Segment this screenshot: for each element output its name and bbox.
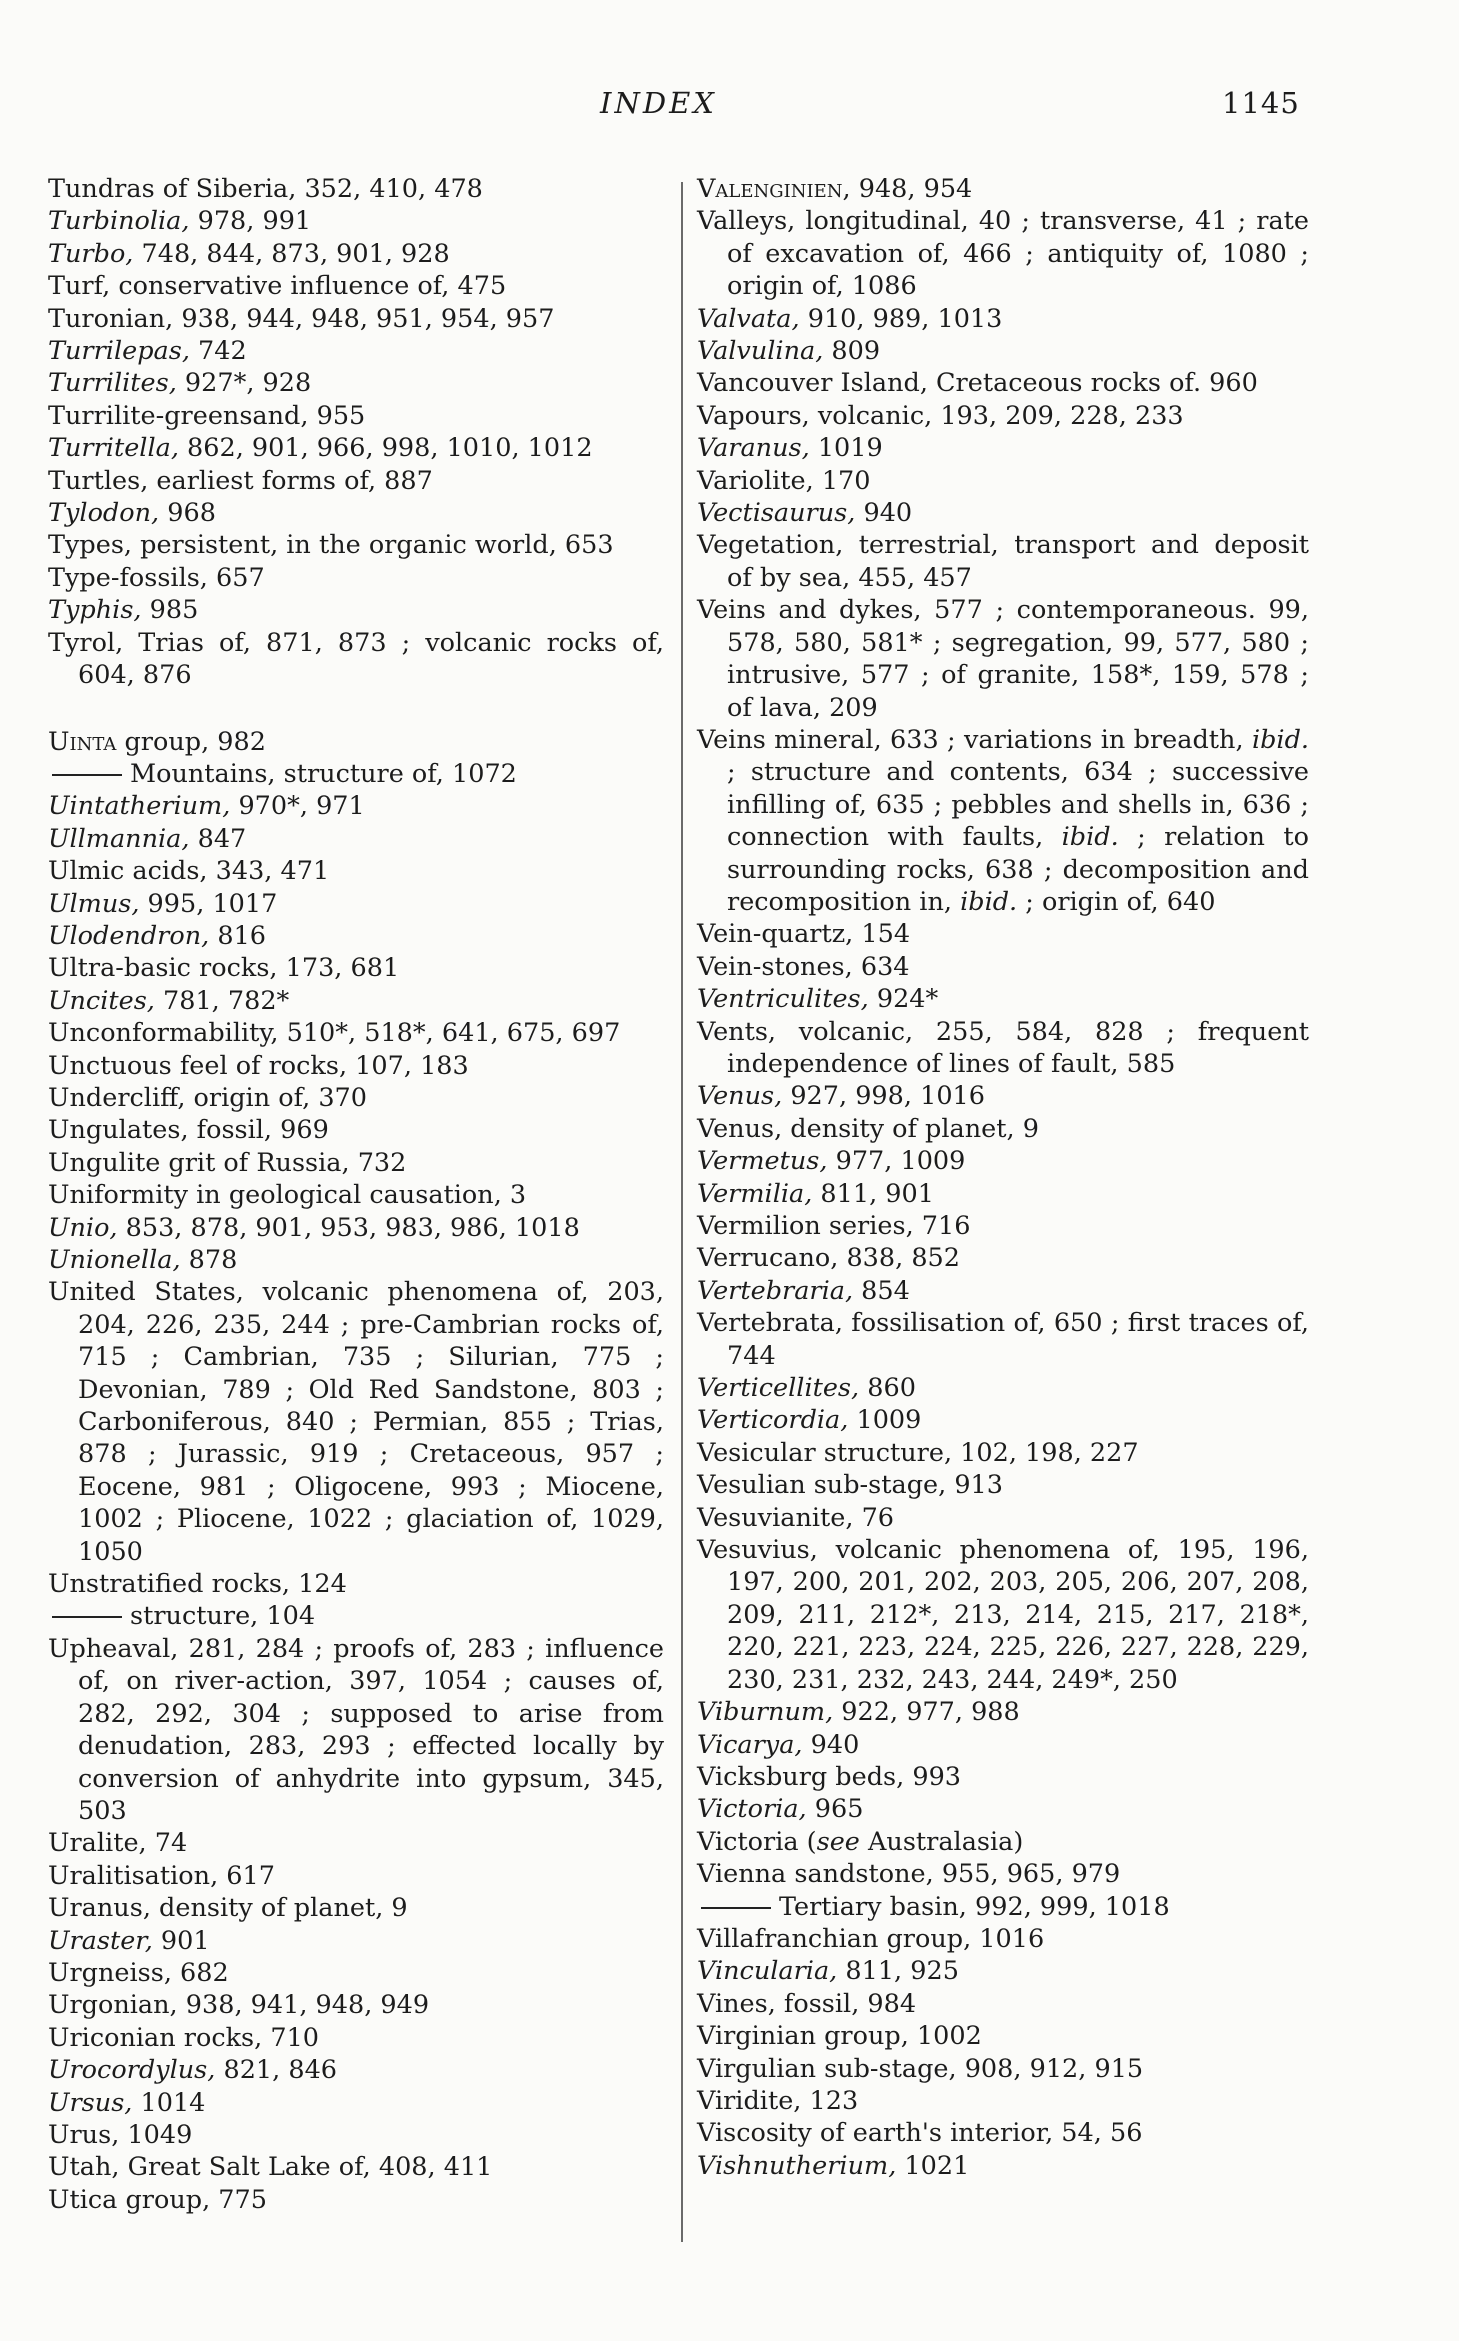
index-pages: 968 (159, 498, 216, 529)
index-entry: Urgneiss, 682 (48, 1957, 229, 1988)
index-pages: 878 (180, 1245, 238, 1275)
index-entry: Vancouver Island, Cretaceous rocks of. 960 (697, 368, 1258, 399)
index-entry (697, 983, 1309, 1015)
index-entry (697, 1372, 1309, 1404)
index-pages: 995, 1017 (139, 888, 278, 919)
index-entry: Vesuvius, volcanic phenomena of, 195, 196, 197, 200, 201, 202, 203, 205, 206, 207, 208, 209, 211, 212*, 213, 214, 215, 217, 218*, 220, 221, 223, 224, 225, 226, 227, 228, 229, 230, 231, 232, 243, 244, 249*, 250 (697, 1535, 1309, 1695)
index-text: Victoria ( (697, 1826, 817, 1857)
index-term: Turbinolia, (48, 206, 190, 237)
index-pages: 1019 (809, 433, 883, 464)
index-entry (48, 790, 664, 822)
index-entry (697, 497, 1309, 529)
index-entry (697, 1145, 1309, 1177)
index-pages: 940 (855, 498, 913, 529)
index-pages: 821, 846 (215, 2055, 338, 2086)
index-entry (697, 335, 1309, 367)
index-entry (697, 2150, 1309, 2182)
index-entry: Tyrol, Trias of, 871, 873 ; volcanic rocks of, 604, 876 (48, 627, 664, 691)
index-entry (48, 1212, 664, 1244)
index-entry: Virgulian sub-stage, 908, 912, 915 (697, 2053, 1144, 2084)
column-divider (681, 182, 683, 2242)
index-pages: 847 (189, 823, 247, 854)
index-entry: Variolite, 170 (697, 465, 871, 496)
index-entry (48, 758, 664, 790)
index-pages: 927*, 928 (176, 368, 312, 399)
ditto-rule (52, 774, 122, 776)
index-term: Turrilepas, (48, 336, 190, 367)
index-entry: Turf, conservative influence of, 475 (48, 271, 507, 302)
index-entry: Vapours, volcanic, 193, 209, 228, 233 (697, 400, 1184, 431)
index-entry: Ungulates, fossil, 969 (48, 1115, 329, 1146)
index-pages: 970*, 971 (230, 791, 365, 822)
index-term: Verticellites, (697, 1373, 860, 1404)
page-number: 1145 (1222, 86, 1300, 120)
index-entry (697, 173, 1309, 205)
index-entry: Urgonian, 938, 941, 948, 949 (48, 1990, 430, 2021)
index-entry: Vegetation, terrestrial, transport and deposit of by sea, 455, 457 (697, 530, 1309, 593)
running-header (0, 86, 1459, 126)
index-entry: Vesicular structure, 102, 198, 227 (697, 1437, 1139, 1468)
index-term: Ursus, (48, 2087, 133, 2118)
ditto-rule (52, 1616, 122, 1618)
index-pages: 1009 (848, 1405, 922, 1436)
index-entry (48, 2087, 664, 2119)
index-term: Victoria, (697, 1794, 807, 1825)
index-entry: Vein-stones, 634 (697, 951, 910, 982)
index-term: Vermilia, (697, 1178, 813, 1209)
index-pages: 809 (823, 336, 881, 367)
index-entry: Vicksburg beds, 993 (697, 1761, 962, 1792)
index-pages: 748, 844, 873, 901, 928 (133, 238, 450, 269)
index-entry (697, 1404, 1309, 1436)
index-entry: United States, volcanic phenomena of, 203, 204, 226, 235, 244 ; pre-Cambrian rocks of, 715 ; Cambrian, 735 ; Silurian, 775 ; Devonian, 789 ; Old Red Sandstone, 803 ; Carboniferous, 840 ; Permian, 855 ; Trias, 878 ; Jurassic, 919 ; Cretaceous, 957 ; Eocene, 981 ; Oligocene, 993 ; Miocene, 1002 ; Pliocene, 1022 ; glaciation of, 1029, 1050 (48, 1277, 664, 1567)
index-entry: Undercliff, origin of, 370 (48, 1082, 367, 1113)
index-term: Vicarya, (697, 1729, 803, 1760)
index-entry: Veins and dykes, 577 ; contemporaneous. 99, 578, 580, 581* ; segregation, 99, 577, 580 ; intrusive, 577 ; of granite, 158*, 159, 578 ; of lava, 209 (697, 595, 1309, 723)
index-term: Valvata, (697, 303, 800, 334)
index-term: Ulmus, (48, 888, 140, 919)
index-term: Unio, (48, 1212, 118, 1243)
index-entry: Urus, 1049 (48, 2119, 193, 2150)
index-pages: 948, 954 (850, 174, 973, 204)
index-term: Unionella, (48, 1245, 181, 1275)
index-term: Ulodendron, (48, 920, 210, 951)
index-term: Vincularia, (697, 1956, 838, 1987)
index-pages: 977, 1009 (827, 1146, 966, 1177)
index-pages: 1014 (132, 2087, 206, 2118)
index-entry: Valleys, longitudinal, 40 ; transverse, 41 ; rate of excavation of, 466 ; antiquity of, 1080 ; origin of, 1086 (697, 206, 1309, 302)
index-pages: 742 (189, 336, 247, 367)
index-entry: Utica group, 775 (48, 2184, 267, 2215)
index-term: Verticordia, (697, 1405, 849, 1436)
index-text: Veins mineral, 633 ; variations in breadth, (697, 724, 1244, 755)
index-entry: Unstratified rocks, 124 (48, 1569, 347, 1600)
index-entry: Virginian group, 1002 (697, 2021, 982, 2052)
index-pages: 811, 901 (812, 1178, 934, 1209)
index-term: Tylodon, (48, 498, 160, 529)
index-term: Uncites, (48, 985, 155, 1016)
index-entry (697, 1955, 1309, 1987)
index-entry: Type-fossils, 657 (48, 562, 265, 593)
index-entry (48, 367, 664, 399)
page-title: INDEX (600, 86, 717, 120)
index-term: Urocordylus, (48, 2055, 216, 2086)
see-ref: see (816, 1826, 860, 1857)
index-entry: Unconformability, 510*, 518*, 641, 675, 697 (48, 1018, 621, 1049)
index-entry: Uniformity in geological causation, 3 (48, 1180, 527, 1211)
index-subentry: Mountains, structure of, 1072 (130, 758, 517, 789)
index-entry: Villafranchian group, 1016 (697, 1923, 1045, 1954)
ibid-ref: ibid. (1251, 724, 1310, 755)
index-entry (697, 1178, 1309, 1210)
index-pages: 811, 925 (837, 1956, 959, 1987)
index-term: Varanus, (697, 433, 810, 464)
index-term: Viburnum, (697, 1697, 834, 1728)
index-term: Ventriculites, (697, 984, 869, 1015)
index-entry: Turrilite-greensand, 955 (48, 400, 366, 431)
index-entry: Tundras of Siberia, 352, 410, 478 (48, 174, 483, 204)
ibid-ref: ibid. (1061, 822, 1119, 853)
index-column-right (697, 173, 1309, 2182)
index-entry (697, 303, 1309, 335)
ibid-ref: ibid. (960, 886, 1018, 917)
index-term: Venus, (697, 1081, 783, 1112)
index-pages: 860 (859, 1373, 916, 1404)
index-term: Turrilites, (48, 368, 177, 399)
index-entry (48, 1600, 664, 1632)
index-pages: 924* (868, 984, 939, 1015)
index-entry (48, 726, 664, 758)
index-entry (697, 1696, 1309, 1728)
index-entry (48, 335, 664, 367)
index-entry (48, 238, 664, 270)
index-entry: Ultra-basic rocks, 173, 681 (48, 953, 400, 984)
index-pages: 927, 998, 1016 (782, 1081, 985, 1112)
index-pages: 985 (141, 595, 199, 626)
index-entry (48, 888, 664, 920)
index-entry: Viscosity of earth's interior, 54, 56 (697, 2118, 1143, 2149)
index-entry: Vines, fossil, 984 (697, 1988, 917, 2019)
index-entry: Uranus, density of planet, 9 (48, 1893, 408, 1924)
index-entry: Upheaval, 281, 284 ; proofs of, 283 ; influence of, on river-action, 397, 1054 ; causes of, 282, 292, 304 ; supposed to arise from denudation, 283, 293 ; effected locally by conversion of anhydrite into gypsum, 345, 503 (48, 1633, 664, 1826)
index-term: Typhis, (48, 595, 142, 626)
index-entry: Ungulite grit of Russia, 732 (48, 1147, 407, 1178)
index-term: Turbo, (48, 238, 134, 269)
index-entry (48, 920, 664, 952)
index-pages: 781, 782* (154, 985, 290, 1016)
ditto-rule (701, 1907, 771, 1909)
index-entry (697, 1729, 1309, 1761)
index-pages: 854 (853, 1275, 910, 1306)
index-entry (697, 1080, 1309, 1112)
index-entry (48, 432, 664, 464)
index-entry (48, 2054, 664, 2086)
index-entry: Venus, density of planet, 9 (697, 1113, 1039, 1144)
index-entry: Ulmic acids, 343, 471 (48, 856, 330, 887)
index-term: Valenginien, (697, 174, 851, 204)
index-term: Valvulina, (697, 336, 824, 367)
index-entry: Vents, volcanic, 255, 584, 828 ; frequent independence of lines of fault, 585 (697, 1016, 1309, 1079)
index-entry (697, 1275, 1309, 1307)
index-subentry: structure, 104 (130, 1601, 316, 1632)
index-entry: Uralitisation, 617 (48, 1860, 275, 1891)
index-entry: Uriconian rocks, 710 (48, 2022, 320, 2053)
index-pages: 965 (806, 1794, 864, 1825)
index-term: Vertebraria, (697, 1275, 854, 1306)
index-term: Turritella, (48, 433, 179, 464)
index-term: Uintatherium, (48, 791, 231, 822)
index-entry: Utah, Great Salt Lake of, 408, 411 (48, 2152, 493, 2183)
index-text: ; relation to surrounding rocks, 638 ; decomposition and recomposition in, (727, 822, 1310, 917)
index-entry: Unctuous feel of rocks, 107, 183 (48, 1050, 469, 1081)
index-entry (48, 205, 664, 237)
index-pages: 910, 989, 1013 (799, 303, 1003, 334)
index-pages: 1021 (896, 2150, 970, 2181)
index-pages: 940 (802, 1729, 860, 1760)
index-entry: Vienna sandstone, 955, 965, 979 (697, 1859, 1121, 1890)
index-term: Ullmannia, (48, 823, 190, 854)
index-term: Vermetus, (697, 1146, 828, 1177)
index-column-left (48, 173, 664, 2216)
index-entry (697, 1891, 1309, 1923)
index-pages: 862, 901, 966, 998, 1010, 1012 (178, 433, 593, 464)
index-entry: Vesuvianite, 76 (697, 1502, 895, 1533)
index-pages: 901 (152, 1925, 210, 1956)
index-pages: 978, 991 (189, 206, 312, 237)
index-entry (48, 1925, 664, 1957)
index-term: Uraster, (48, 1925, 153, 1956)
index-entry: Turonian, 938, 944, 948, 951, 954, 957 (48, 303, 555, 334)
index-entry: Types, persistent, in the organic world, 653 (48, 530, 614, 561)
index-entry (697, 1793, 1309, 1825)
index-entry: Turtles, earliest forms of, 887 (48, 465, 433, 496)
index-term: Vishnutherium, (697, 2150, 897, 2181)
index-entry (48, 823, 664, 855)
index-pages: group, 982 (116, 726, 266, 757)
section-gap (48, 692, 664, 726)
index-entry: Uralite, 74 (48, 1828, 188, 1859)
index-entry (48, 497, 664, 529)
index-term: Vectisaurus, (697, 498, 856, 529)
index-term: Uinta (48, 726, 117, 757)
index-pages: 816 (209, 920, 267, 951)
index-entry: Vesulian sub-stage, 913 (697, 1470, 1003, 1501)
index-text: ; structure and contents, 634 ; successive infilling of, 635 ; pebbles and shells in, 636 ; connection with faults, (727, 757, 1309, 853)
index-entry (697, 1826, 1309, 1858)
index-pages: 853, 878, 901, 953, 983, 986, 1018 (117, 1212, 580, 1243)
index-text: ; origin of, 640 (1017, 886, 1216, 917)
index-entry (697, 724, 1309, 918)
index-subentry: Tertiary basin, 992, 999, 1018 (779, 1891, 1170, 1922)
index-entry (697, 432, 1309, 464)
index-entry: Viridite, 123 (697, 2085, 859, 2116)
index-entry: Vein-quartz, 154 (697, 919, 911, 950)
index-entry: Vermilion series, 716 (697, 1211, 971, 1241)
index-entry: Verrucano, 838, 852 (697, 1243, 960, 1274)
index-entry (48, 594, 664, 626)
index-entry (48, 985, 664, 1017)
index-text: Australasia) (859, 1826, 1024, 1857)
index-pages: 922, 977, 988 (833, 1697, 1020, 1728)
index-entry (48, 1244, 664, 1276)
index-entry: Vertebrata, fossilisation of, 650 ; first traces of, 744 (697, 1308, 1309, 1371)
